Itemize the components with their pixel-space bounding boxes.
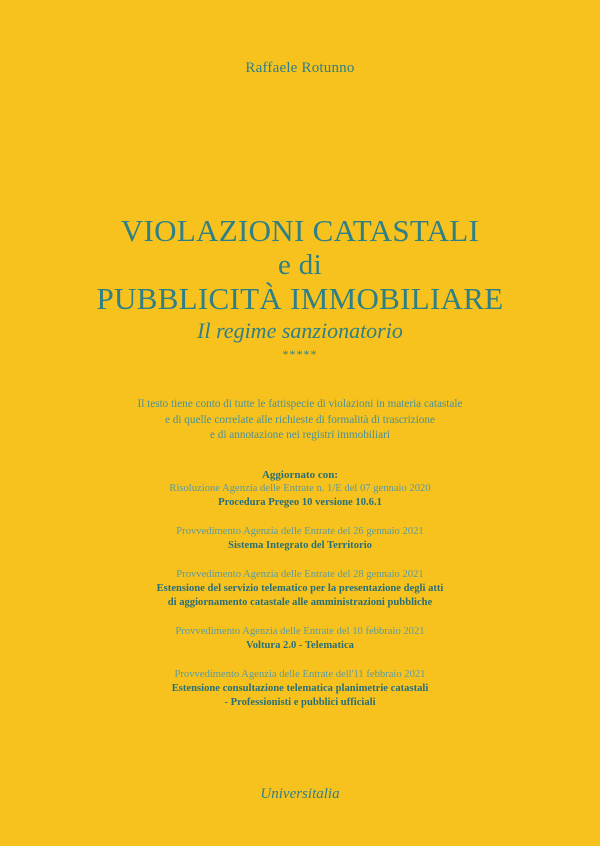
update-source: Provvedimento Agenzia delle Entrate dell'11 febbraio 2021 [174,669,426,680]
updates-header: Aggiornato con: [261,469,339,481]
title-line-1: VIOLAZIONI CATASTALI [120,213,480,248]
title-block [0,214,600,361]
description-line: e di quelle correlate alle richieste di formalità di trascrizione [165,413,435,426]
update-item: Sistema Integrato del Territorio [228,540,372,551]
update-source: Provvedimento Agenzia delle Entrate del 10 febbraio 2021 [175,626,425,637]
updates-section [60,468,540,710]
author-name: Raffaele Rotunno [245,60,355,76]
update-group [60,525,540,553]
update-group [60,625,540,653]
update-item: - Professionisti e pubblici ufficiali [224,697,376,708]
title-line-2: e di [278,249,322,281]
publisher-name: Universitalia [260,786,340,802]
update-group [60,468,540,510]
update-group [60,568,540,610]
update-source: Provvedimento Agenzia delle Entrate del 28 gennaio 2021 [176,569,424,580]
separator-stars: ***** [282,347,318,361]
update-item: di aggiornamento catastale alle amministrazioni pubbliche [167,597,433,608]
update-source: Provvedimento Agenzia delle Entrate del 26 gennaio 2021 [176,526,424,537]
title-line-3: PUBBLICITÀ IMMOBILIARE [96,281,504,316]
update-source: Risoluzione Agenzia delle Entrate n. 1/E del 07 gennaio 2020 [169,483,431,494]
description [70,397,530,444]
update-item: Estensione consultazione telematica planimetrie catastali [171,683,429,694]
subtitle: Il regime sanzionatorio [197,318,403,343]
update-item: Estensione del servizio telematico per la presentazione degli atti [156,583,444,594]
update-item: Procedura Pregeo 10 versione 10.6.1 [218,497,382,508]
update-item: Voltura 2.0 - Telematica [246,640,354,651]
update-group [60,668,540,710]
description-line: e di annotazione nei registri immobiliari [210,429,390,441]
description-line: Il testo tiene conto di tutte le fattispecie di violazioni in materia catastale [137,398,463,410]
